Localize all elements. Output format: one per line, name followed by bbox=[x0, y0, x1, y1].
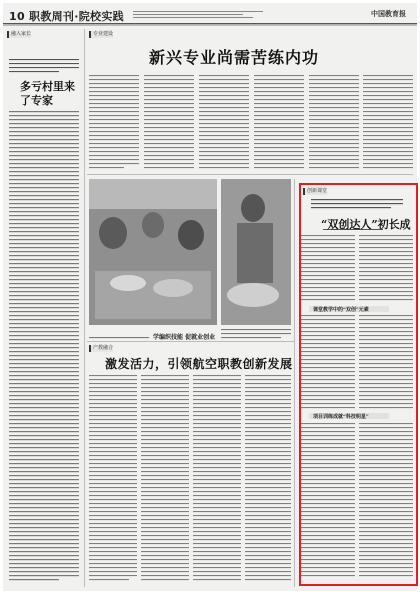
top-article-headline[interactable]: 新兴专业尚需苦练内功 bbox=[149, 48, 320, 67]
page-section-title: 10 职教周刊·院校实践 bbox=[9, 10, 124, 23]
section-tag-left: 融入家长 bbox=[7, 31, 31, 38]
right-subhead-2: 项目训练成就“科技明星” bbox=[313, 414, 369, 420]
newspaper-page bbox=[3, 3, 417, 591]
photo-caption: 学编织技能 促就业创业 bbox=[153, 334, 216, 341]
newspaper-logo: 中国教育报 bbox=[371, 9, 406, 18]
left-article-headline[interactable]: 多亏村里来了专家 bbox=[20, 80, 75, 107]
highlight-frame bbox=[299, 183, 418, 586]
right-subhead-1: 课堂教学中的“双创”元素 bbox=[313, 307, 369, 313]
right-article-headline[interactable]: “双创达人”初长成 bbox=[321, 218, 411, 231]
section-tag-right: 创新课堂 bbox=[303, 188, 327, 195]
section-tag-top: 专业建设 bbox=[89, 31, 113, 38]
middle-article-headline[interactable]: 激发活力，引领航空职教创新发展 bbox=[105, 357, 293, 371]
section-tag-middle: 产教融合 bbox=[89, 345, 113, 352]
